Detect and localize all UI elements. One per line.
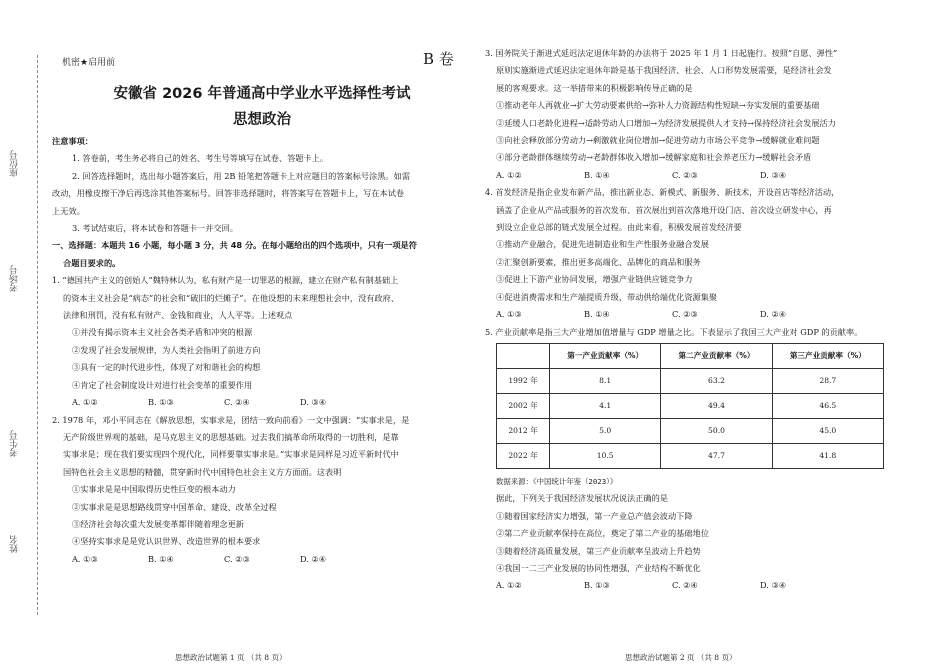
section-heading: 一、选择题：本题共 16 小题，每小题 3 分，共 48 分。在每小题给出的四个选项中，只有一项是符: [52, 240, 417, 251]
option-a[interactable]: A. ①③: [496, 309, 522, 320]
question-4-item: ②汇聚创新要素，推出更多高端化、品牌化的商品和服务: [496, 256, 701, 267]
confidential-label: 机密★启用前: [62, 58, 116, 68]
question-1-item: ②发现了社会发展规律，为人类社会指明了前进方向: [72, 344, 261, 355]
table-row: [497, 368, 884, 393]
table-header-cell: 第三产业贡献率（%）: [772, 343, 883, 368]
question-1-options: [52, 394, 472, 411]
table-header-cell: [497, 343, 550, 368]
table-row: [497, 443, 884, 468]
right-column: [485, 45, 897, 595]
question-4-text: 涵盖了企业从产品或服务的首次发布、首次展出到首次落地开设门店、首次设立研发中心，再: [496, 204, 832, 215]
option-d[interactable]: D. ③④: [760, 580, 787, 591]
question-3-text: 3. 国务院关于渐进式延迟法定退休年龄的办法将于 2025 年 1 月 1 日起施行。按照“自愿、弹性”: [485, 48, 838, 58]
exam-room-label: 考场号: [10, 265, 20, 292]
question-4-text: 4. 首发经济是指企业发布新产品，推出新业态、新模式、新服务、新技术，开设首店等经济活动，: [485, 187, 840, 198]
question-1-text: 的资本主义社会是“病态”的社会和“破旧的烂摊子”。在他设想的未来理想社会中，没有政府、: [63, 292, 400, 303]
table-cell: 50.0: [661, 418, 772, 443]
option-c[interactable]: C. ②④: [672, 580, 698, 591]
question-5-item: ④我国一二三产业发展的协同性增强，产业结构不断优化: [496, 562, 701, 573]
section-heading-cont: 合题目要求的。: [63, 257, 121, 268]
question-3-text: 原则实施渐进式延迟法定退休年龄是基于我国经济、社会、人口形势发展需要，是经济社会发: [496, 65, 832, 76]
option-a[interactable]: A. ①②: [72, 397, 98, 408]
option-b[interactable]: B. ①③: [584, 580, 610, 591]
question-1-item: ④肯定了社会制度设计对进行社会变革的重要作用: [72, 379, 253, 390]
note-line: 上无效。: [52, 205, 85, 216]
question-3-item: ①推动老年人再就业→扩大劳动要素供给→弥补人力资源结构性短缺→夯实发展的重要基础: [496, 100, 820, 111]
question-2-text: 实事求是；现在我们要实现四个现代化，同样要靠实事求是。”实事求是同样是习近平新时代中: [63, 449, 399, 460]
question-1-item: ③具有一定的时代进步性，体现了对和谐社会的构想: [72, 362, 261, 373]
table-cell: 49.4: [661, 393, 772, 418]
question-2-text: 无产阶级世界观的基础，是马克思主义的思想基础。过去我们搞革命所取得的一切胜利，是靠: [63, 431, 399, 442]
table-cell: 41.8: [772, 443, 883, 468]
table-cell: 63.2: [661, 368, 772, 393]
table-cell: 2012 年: [497, 418, 550, 443]
gdp-contribution-table: [496, 343, 884, 469]
question-3-item: ②延缓人口老龄化进程→适龄劳动人口增加→为经济发展提供人才支持→保持经济社会发展活力: [496, 117, 836, 128]
question-2-options: [52, 551, 472, 568]
table-cell: 10.5: [550, 443, 661, 468]
option-a[interactable]: A. ①③: [72, 553, 98, 564]
exam-title: 安徽省 2026 年普通高中学业水平选择性考试: [113, 86, 411, 102]
option-d[interactable]: D. ②④: [760, 309, 787, 320]
question-2-item: ③经济社会每次重大发展变革都伴随着理念更新: [72, 518, 244, 529]
question-1-text: 1. “德国共产主义的创始人”魏特林认为，私有财产是一切罪恶的根源，建立在财产私有制基础上: [52, 275, 399, 286]
table-header-cell: 第二产业贡献率（%）: [661, 343, 772, 368]
option-c[interactable]: C. ②③: [672, 169, 698, 180]
binding-line: [37, 55, 38, 615]
question-5-item: ③随着经济高质量发展，第三产业贡献率呈波动上升趋势: [496, 545, 701, 556]
option-b[interactable]: B. ①④: [584, 169, 610, 180]
option-d[interactable]: D. ③④: [300, 397, 327, 408]
question-2-item: ①实事求是是中国取得历史性巨变的根本动力: [72, 484, 236, 495]
question-3-item: ④部分老龄群体继续劳动→老龄群体收入增加→缓解家庭和社会养老压力→缓解社会矛盾: [496, 152, 812, 163]
table-row: [497, 418, 884, 443]
option-b[interactable]: B. ①④: [584, 309, 610, 320]
seat-number-label: 座位号: [10, 150, 20, 177]
question-5-stem: 据此，下列关于我国经济发展状况说法正确的是: [496, 493, 668, 504]
option-b[interactable]: B. ①③: [148, 397, 174, 408]
note-line: 2. 回答选择题时，选出每小题答案后，用 2B 铅笔把答题卡上对应题目的答案标号涂黑。如需: [72, 170, 410, 181]
question-4-item: ④促进消费需求和生产端提质升级，带动供给端优化资源集聚: [496, 291, 718, 302]
option-b[interactable]: B. ①④: [148, 553, 174, 564]
question-3-text: 展的客观要求。这一举措带来的积极影响传导正确的是: [496, 82, 693, 93]
question-2-item: ②实事求是是思想路线贯穿中国革命、建设、改革全过程: [72, 501, 277, 512]
question-4-options: [485, 306, 897, 323]
question-2-text: 2. 1978 年，邓小平同志在《解放思想，实事求是，团结一致向前看》一文中强调：“实事求是，是: [52, 414, 410, 425]
table-cell: 46.5: [772, 393, 883, 418]
option-d[interactable]: D. ③④: [760, 169, 787, 180]
table-header-row: [497, 343, 884, 368]
table-cell: 8.1: [550, 368, 661, 393]
exam-number-label: 考生号: [10, 430, 20, 457]
note-line: 1. 答卷前，考生务必将自己的姓名、考生号等填写在试卷、答题卡上。: [72, 153, 329, 164]
left-column: [52, 133, 472, 568]
table-cell: 45.0: [772, 418, 883, 443]
table-cell: 4.1: [550, 393, 661, 418]
table-row: [497, 393, 884, 418]
table-cell: 1992 年: [497, 368, 550, 393]
table-cell: 5.0: [550, 418, 661, 443]
question-1-text: 法律和刑罚，没有私有财产、金钱和商业，人人平等。上述观点: [63, 310, 293, 321]
note-line: 3. 考试结束后，将本试卷和答题卡一并交回。: [72, 223, 238, 234]
option-a[interactable]: A. ①②: [496, 169, 522, 180]
question-5-text: 5. 产业贡献率是指三大产业增加值增量与 GDP 增量之比。下表显示了我国三大产业对 GDP 的贡献率。: [485, 326, 863, 337]
page-footer-right: 思想政治试题第 2 页 （共 8 页）: [625, 653, 737, 662]
notes-heading: 注意事项：: [52, 136, 93, 146]
question-4-item: ①推动产业融合，促进先进制造业和生产性服务业融合发展: [496, 239, 709, 250]
table-cell: 2022 年: [497, 443, 550, 468]
table-cell: 2002 年: [497, 393, 550, 418]
option-a[interactable]: A. ①②: [496, 580, 522, 591]
question-3-options: [485, 167, 897, 184]
option-c[interactable]: C. ②③: [672, 309, 698, 320]
option-c[interactable]: C. ②③: [224, 553, 250, 564]
subject-title: 思想政治: [233, 112, 291, 128]
option-c[interactable]: C. ②④: [224, 397, 250, 408]
data-source: 数据来源：《中国统计年鉴（2023）》: [496, 476, 618, 486]
question-4-text: 到设立企业总部的链式发展全过程。由此来看，积极发展首发经济要: [496, 222, 742, 233]
table-cell: 47.7: [661, 443, 772, 468]
question-2-text: 国特色社会主义思想的精髓，贯穿新时代中国特色社会主义方方面面。这表明: [63, 466, 342, 477]
option-d[interactable]: D. ②④: [300, 553, 327, 564]
question-1-item: ①并没有揭示资本主义社会各类矛盾和冲突的根源: [72, 327, 253, 338]
volume-label: B 卷: [423, 50, 454, 68]
question-2-item: ④坚持实事求是是党认识世界、改造世界的根本要求: [72, 536, 261, 547]
question-4-item: ③促进上下游产业协同发展，增强产业链供应链竞争力: [496, 274, 693, 285]
name-label: 姓名: [10, 535, 20, 553]
page-footer-left: 思想政治试题第 1 页 （共 8 页）: [175, 653, 287, 662]
question-5-item: ①随着国家经济实力增强，第一产业总产值会波动下降: [496, 510, 693, 521]
table-cell: 28.7: [772, 368, 883, 393]
table-header-cell: 第一产业贡献率（%）: [550, 343, 661, 368]
note-line: 改动，用橡皮擦干净后再选涂其他答案标号。回答非选择题时，将答案写在答题卡上，写在本试卷: [52, 188, 405, 199]
question-3-item: ③向社会释放部分劳动力→剩激就业岗位增加→促进劳动力市场公平竞争→缓解就业难问题: [496, 135, 820, 146]
question-5-options: [485, 577, 897, 594]
question-5-item: ②第二产业贡献率保持在高位，奠定了第二产业的基础地位: [496, 528, 709, 539]
